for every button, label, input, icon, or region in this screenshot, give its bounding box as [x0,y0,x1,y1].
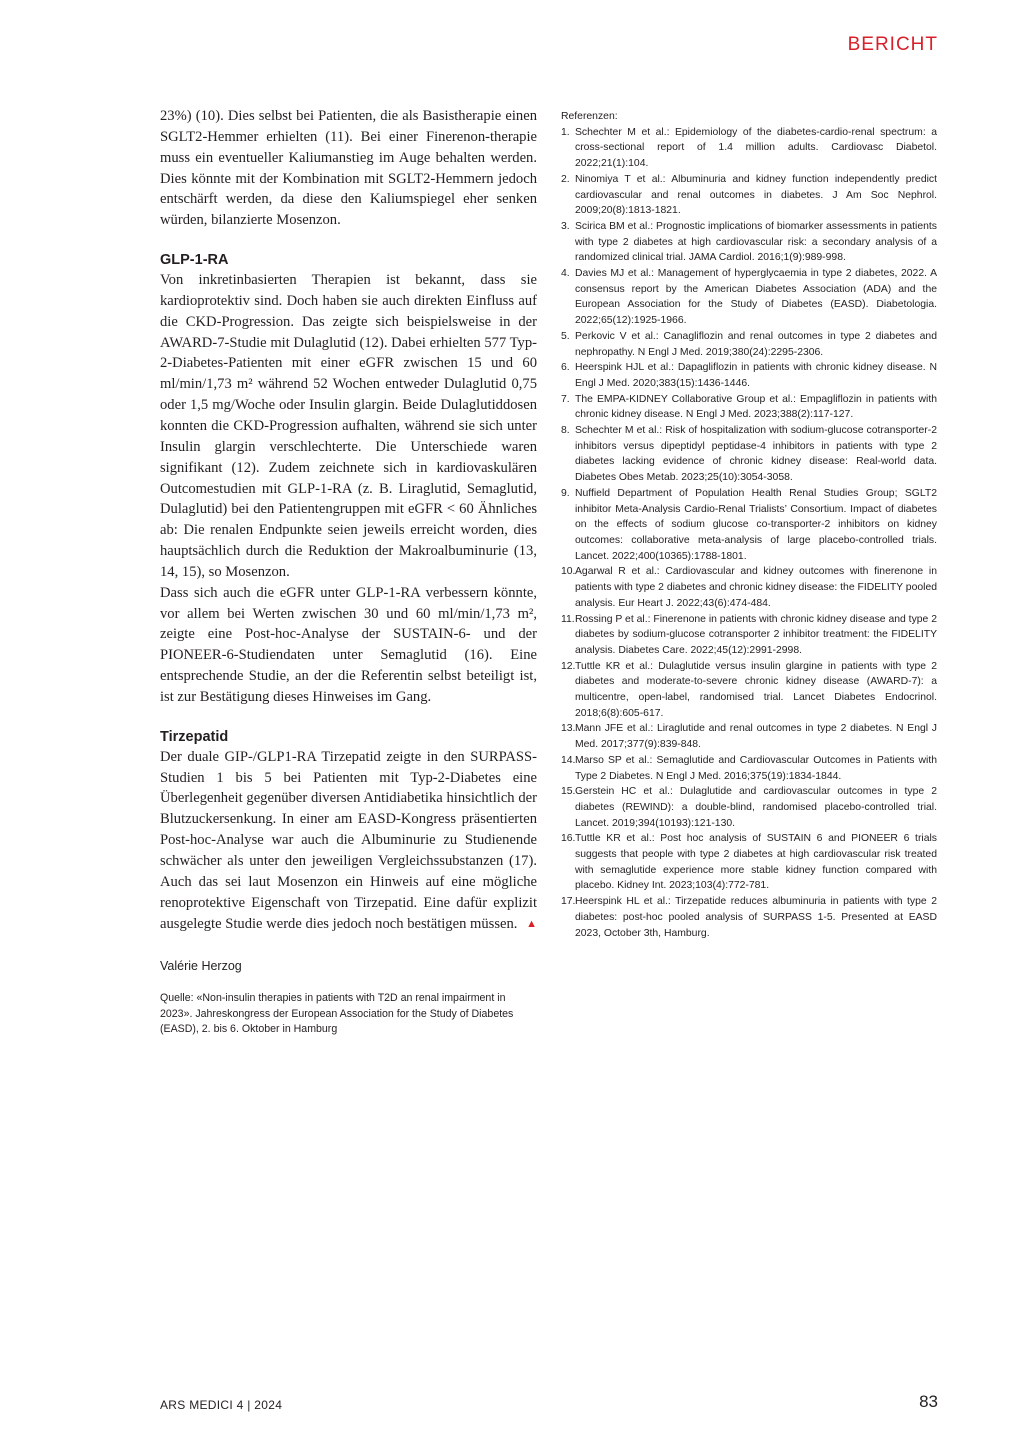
reference-text: Schechter M et al.: Epidemiology of the diabetes-cardio-renal spectrum: a cross-sectional report of 1.4 million adults. Cardiovasc Diabetol. 2022;21(1):104. [575,126,937,170]
reference-text: Marso SP et al.: Semaglutide and Cardiovascular Outcomes in Patients with Type 2 Diabetes. N Engl J Med. 2016;375(19):1834-1844. [575,754,937,782]
reference-item [561,266,937,329]
reference-text: Tuttle KR et al.: Post hoc analysis of SUSTAIN 6 and PIONEER 6 trials suggests that people with type 2 diabetes at high cardiovascular risk treated with semaglutide experience more stable kidney function compared with placebo. Kidney Int. 2023;103(4):772-781. [575,833,937,892]
reference-item [561,831,937,894]
references-title: Referenzen: [561,111,618,122]
end-triangle-icon: ▲ [526,917,537,930]
reference-item [561,329,937,360]
reference-text: Davies MJ et al.: Management of hyperglycaemia in type 2 diabetes, 2022. A consensus report by the American Diabetes Association (ADA) and the European Association for the Study of Diabetes (EASD). Diabetologia. 2022;65(12):1925-1966. [575,268,937,327]
reference-text: Mann JFE et al.: Liraglutide and renal outcomes in type 2 diabetes. N Engl J Med. 2017;377(9):839-848. [575,723,937,751]
section-heading-tirzepatid: Tirzepatid [160,728,229,745]
reference-text: Agarwal R et al.: Cardiovascular and kidney outcomes with finerenone in patients with type 2 diabetes and chronic kidney disease: the FIDELITY pooled analysis. Eur Heart J. 2022;43(6):474-484. [575,566,937,609]
reference-number: 11. [561,613,575,625]
reference-text: Heerspink HJL et al.: Dapagliflozin in patients with chronic kidney disease. N Engl J Med. 2020;383(15):1436-1446. [575,362,937,389]
reference-text: The EMPA-KIDNEY Collaborative Group et al.: Empagliflozin in patients with chronic kidney disease. N Engl J Med. 2023;388(2):117-127. [575,393,937,421]
reference-item [561,659,937,722]
reference-item [561,784,937,831]
article-paragraph: Von inkretinbasierten Therapien ist bekannt, dass sie kardioprotektiv sind. Doch haben sie auch direkten Einfluss auf die CKD-Progression. Das zeigte sich beispielsweise in der AWARD-7-Studie mit Dulaglutid (12). Dabei erhielten 577 Typ-2-Diabetes-Patienten mit einer eGFR zwischen 15 und 60 ml/min/1,73 m² während 52 Wochen entweder Dulaglutid 0,75 oder 1,5 mg/Woche oder Insulin glargin. Beide Dulaglutiddosen konnten die CKD-Progression aufhalten, während sie sich unter Insulin glargin verschlechterte. Die Unterschiede waren signifikant (12). Zudem zeichnete sich in kardiovaskulären Outcomestudien mit GLP-1-RA (z. B. Liraglutid, Semaglutid, Dulaglutid) bei den Patientengruppen mit eGFR < 60 Ähnliches ab: Die renalen Endpunkte seien jeweils erreicht worden, dies hauptsächlich durch die Reduktion der Makroalbuminurie (13, 14, 15), so Mosenzon. [160,272,537,580]
reference-item [561,894,937,941]
reference-number: 7. [561,393,570,405]
reference-number: 9. [561,487,570,499]
reference-number: 16. [561,833,576,845]
reference-text: Heerspink HL et al.: Tirzepatide reduces albuminuria in patients with type 2 diabetes: post-hoc pooled analysis of SURPASS 1-5. Presented at EASD 2023, October 3th, Hamburg. [575,896,937,939]
reference-text: Scirica BM et al.: Prognostic implications of biomarker assessments in patients with type 2 diabetes at high cardiovascular risk: a secondary analysis of a randomized clinical trial. JAMA Cardiol. 2016;1(9):989-998. [575,220,937,264]
reference-number: 13. [561,723,576,735]
reference-text: Gerstein HC et al.: Dulaglutide and cardiovascular outcomes in type 2 diabetes (REWIND): a double-blind, randomised placebo-controlled trial. Lancet. 2019;394(10193):121-130. [575,786,937,829]
references-column [561,109,937,941]
reference-number: 1. [561,126,570,138]
reference-text: Rossing P et al.: Finerenone in patients with chronic kidney disease and type 2 diabetes by sodium-glucose cotransporter 2 inhibitor treatment: the FIDELITY analysis. Diabetes Care. 2022;45(12):2991-2998. [575,613,937,656]
reference-item [561,612,937,659]
source-note: Quelle: «Non-insulin therapies in patients with T2D an renal impairment in 2023». Jahreskongress der European Association for the Study of Diabetes (EASD), 2. bis 6. Oktober in Hamburg [160,992,514,1036]
reference-item [561,721,937,752]
reference-text: Perkovic V et al.: Canagliflozin and renal outcomes in type 2 diabetes and nephropathy. N Engl J Med. 2019;380(24):2295-2306. [575,330,937,358]
reference-item [561,423,937,486]
author-name: Valérie Herzog [160,959,242,974]
reference-text: Tuttle KR et al.: Dulaglutide versus insulin glargine in patients with type 2 diabetes and moderate-to-severe chronic kidney disease (AWARD-7): a multicentre, open-label, randomised trial. Lancet Diabetes Endocrinol. 2018;6(8):605-617. [575,660,937,719]
reference-item [561,392,937,423]
reference-number: 3. [561,220,570,232]
reference-item [561,172,937,219]
reference-number: 14. [561,754,576,766]
reference-item [561,125,937,172]
article-paragraph: 23%) (10). Dies selbst bei Patienten, die als Basistherapie einen SGLT2-Hemmer erhielten (11). Bei einer Finerenon-therapie muss ein eventueller Kaliumanstieg im Auge behalten werden. Dies könnte mit der Kombination mit SGLT2-Hemmern jedoch entschärft werden, da diese den Kaliumspiegel eher senken würden, bilanzierte Mosenzon. [160,108,537,229]
article-paragraph: Dass sich auch die eGFR unter GLP-1-RA verbessern könnte, vor allem bei Werten zwischen 30 und 60 ml/min/1,73 m², zeigte eine Post-hoc-Analyse der SUSTAIN-6- und der PIONEER-6-Studiendaten unter Semaglutid (16). Eine entsprechende Studie, an der die Referentin selbst beteiligt ist, ist zur Bestätigung dieses Hinweises im Gang. [160,584,537,705]
reference-number: 12. [561,660,576,672]
journal-issue: ARS MEDICI 4 | 2024 [160,1398,283,1412]
reference-number: 4. [561,268,570,280]
reference-item [561,219,937,266]
reference-number: 6. [561,362,570,374]
references-list [561,125,937,942]
reference-item [561,564,937,611]
reference-number: 2. [561,173,570,185]
article-column [160,106,537,1038]
reference-number: 15. [561,786,576,798]
reference-number: 17. [561,896,576,908]
section-tag: BERICHT [847,34,938,55]
reference-number: 10. [561,566,576,578]
reference-text: Ninomiya T et al.: Albuminuria and kidney function independently predict cardiovascular and renal outcomes in diabetes. J Am Soc Nephrol. 2009;20(8):1813-1821. [575,173,937,217]
reference-item [561,486,937,565]
section-heading-glp: GLP-1-RA [160,252,229,269]
reference-number: 5. [561,330,570,342]
reference-item [561,360,937,391]
reference-item [561,753,937,784]
article-paragraph-text: Der duale GIP-/GLP1-RA Tirzepatid zeigte in den SURPASS-Studien 1 bis 5 bei Patienten mit Typ-2-Diabetes eine Überlegenheit gegenüber diversen Antidiabetika hinsichtlich der Blutzuckersenkung. In einer am EASD-Kongress präsentierten Post-hoc-Analyse war auch die Albuminurie zu Studienende schwächer als unter den jeweiligen Vergleichssubstanzen (17). Auch das sei laut Mosenzon ein Hinweis auf eine mögliche renoprotektive Eigenschaft von Tirzepatid. Eine dafür explizit ausgelegte Studie werde dies jedoch noch bestätigen müssen. [160,748,537,932]
reference-number: 8. [561,425,570,437]
article-paragraph-final [160,747,537,935]
reference-text: Schechter M et al.: Risk of hospitalization with sodium-glucose cotransporter-2 inhibitors versus dipeptidyl peptidase-4 inhibitors in patients with type 2 diabetes lacking evidence of chronic kidney disease: Real-world data. Diabetes Obes Metab. 2023;25(10):3054-3058. [575,425,937,484]
page-number: 83 [919,1392,938,1411]
reference-text: Nuffield Department of Population Health Renal Studies Group; SGLT2 inhibitor Meta-Analysis Cardio-Renal Trialists’ Consortium. Impact of diabetes on the effects of sodium glucose co-transporter-2 inhibitors on kidney outcomes: collaborative meta-analysis of large placebo-controlled trials. Lancet. 2022;400(10365):1788-1801. [575,487,937,562]
